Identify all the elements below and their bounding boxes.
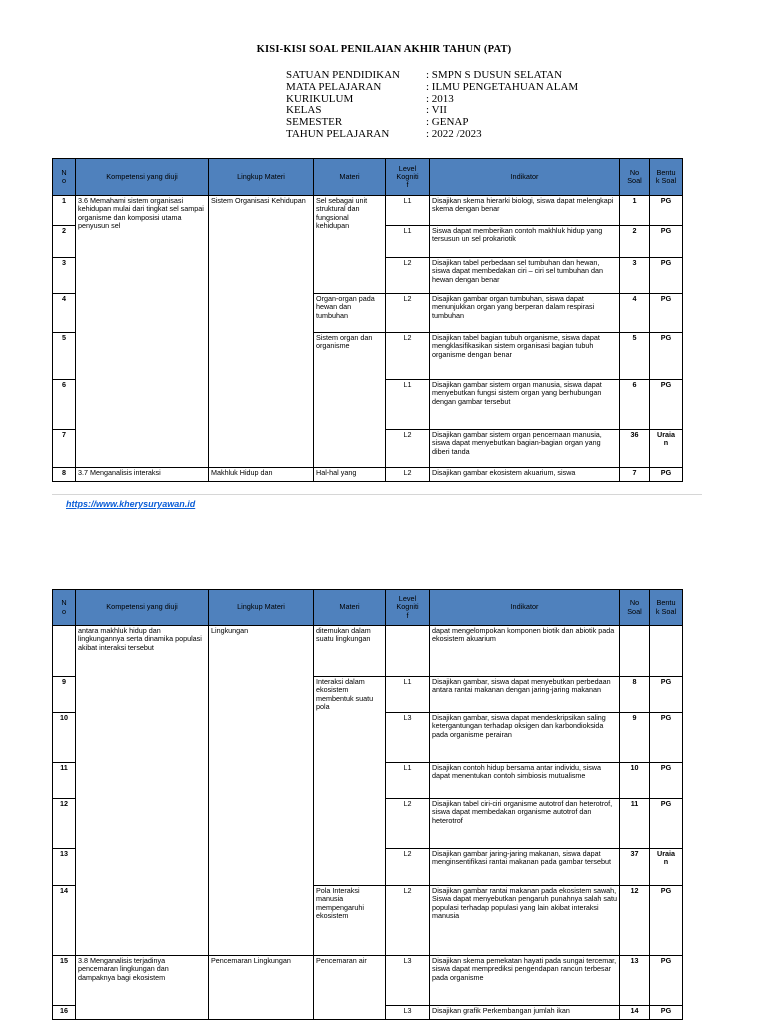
nosoal-cell: 10 [620, 763, 650, 799]
table-header [53, 590, 683, 626]
lingkup-cell: Lingkungan [209, 626, 314, 956]
info-value: : GENAP [426, 116, 469, 129]
header-no: N o [53, 590, 76, 626]
materi-cell: Pola Interaksi manusia mempengaruhi ekosistem [314, 886, 386, 956]
nosoal-cell: 6 [620, 380, 650, 430]
level-cell: L3 [386, 1006, 430, 1020]
header-lingkup: Lingkup Materi [209, 590, 314, 626]
materi-cell: Pencemaran air [314, 956, 386, 1020]
level-cell: L1 [386, 380, 430, 430]
bentuk-cell: PG [650, 799, 683, 849]
indikator-cell: Disajikan gambar ekosistem akuarium, siswa [430, 468, 620, 482]
bentuk-cell: PG [650, 333, 683, 380]
materi-cell: ditemukan dalam suatu lingkungan [314, 626, 386, 677]
row-no: 9 [53, 677, 76, 713]
table-row [53, 468, 683, 482]
nosoal-cell: 12 [620, 886, 650, 956]
bentuk-cell: PG [650, 196, 683, 226]
nosoal-cell: 2 [620, 226, 650, 258]
kompetensi-cell: 3.6 Memahami sistem organisasi kehidupan mulai dari tingkat sel sampai organisme dan komposisi utama penyusun sel [76, 196, 209, 468]
level-cell: L2 [386, 849, 430, 886]
row-no: 4 [53, 294, 76, 333]
level-cell: L2 [386, 468, 430, 482]
materi-cell: Hal-hal yang [314, 468, 386, 482]
nosoal-cell: 5 [620, 333, 650, 380]
row-no: 12 [53, 799, 76, 849]
row-no: 11 [53, 763, 76, 799]
lingkup-cell: Sistem Organisasi Kehidupan [209, 196, 314, 468]
row-no: 14 [53, 886, 76, 956]
row-no: 7 [53, 430, 76, 468]
nosoal-cell [620, 626, 650, 677]
level-cell [386, 626, 430, 677]
indikator-cell: Disajikan contoh hidup bersama antar individu, siswa dapat menentukan contoh simbiosis mutualisme [430, 763, 620, 799]
bentuk-cell: PG [650, 468, 683, 482]
bentuk-cell: PG [650, 886, 683, 956]
bentuk-cell [650, 626, 683, 677]
nosoal-cell: 13 [620, 956, 650, 1006]
header-level: Level Kogniti f [386, 590, 430, 626]
kompetensi-cell: 3.8 Menganalisis terjadinya pencemaran lingkungan dan dampaknya bagi ekosistem [76, 956, 209, 1020]
indikator-cell: Disajikan gambar sistem organ manusia, siswa dapat menyebutkan fungsi sistem organ yang berhubungan dengan gambar tersebut [430, 380, 620, 430]
header-indikator: Indikator [430, 159, 620, 196]
header-no: N o [53, 159, 76, 196]
row-no: 16 [53, 1006, 76, 1020]
level-cell: L2 [386, 333, 430, 380]
header-nosoal: No Soal [620, 590, 650, 626]
school-info [286, 70, 578, 141]
indikator-cell: Disajikan skema pemekatan hayati pada sungai tercemar, siswa dapat memprediksi pengendapan rancun terbesar pada organisme [430, 956, 620, 1006]
info-label: SEMESTER [286, 116, 343, 129]
row-no: 1 [53, 196, 76, 226]
header-lingkup: Lingkup Materi [209, 159, 314, 196]
row-no: 15 [53, 956, 76, 1006]
row-no [53, 626, 76, 677]
document-title: KISI-KISI SOAL PENILAIAN AKHIR TAHUN (PAT) [256, 44, 512, 55]
level-cell: L1 [386, 677, 430, 713]
website-link[interactable]: https://www.kherysuryawan.id [66, 499, 196, 509]
indikator-cell: Disajikan gambar jaring-jaring makanan, siswa dapat menginsentifikasi rantai makanan pada gambar tersebut [430, 849, 620, 886]
bentuk-cell: PG [650, 956, 683, 1006]
level-cell: L1 [386, 226, 430, 258]
row-no: 3 [53, 258, 76, 294]
materi-cell: Organ-organ pada hewan dan tumbuhan [314, 294, 386, 333]
kompetensi-cell: antara makhluk hidup dan lingkungannya serta dinamika populasi akibat interaksi tersebut [76, 626, 209, 956]
header-materi: Materi [314, 159, 386, 196]
info-value: : 2013 [426, 92, 454, 105]
indikator-cell: Disajikan tabel bagian tubuh organisme, siswa dapat mengklasifikasikan sistem organisasi bagian tubuh organisme dengan benar [430, 333, 620, 380]
info-label: TAHUN PELAJARAN [286, 127, 390, 140]
nosoal-cell: 37 [620, 849, 650, 886]
row-no: 8 [53, 468, 76, 482]
info-label: KURIKULUM [286, 92, 354, 105]
header-materi: Materi [314, 590, 386, 626]
bentuk-cell: PG [650, 713, 683, 763]
table-header [53, 159, 683, 196]
kisi-table-2 [52, 589, 683, 1020]
row-no: 5 [53, 333, 76, 380]
info-label: MATA PELAJARAN [286, 80, 382, 93]
level-cell: L1 [386, 763, 430, 799]
info-value: : SMPN S DUSUN SELATAN [426, 69, 563, 81]
indikator-cell: Disajikan grafik Perkembangan jumlah ikan [430, 1006, 620, 1020]
bentuk-cell: PG [650, 380, 683, 430]
lingkup-cell: Makhluk Hidup dan [209, 468, 314, 482]
indikator-cell: Disajikan skema hierarki biologi, siswa dapat melengkapi skema dengan benar [430, 196, 620, 226]
bentuk-cell: PG [650, 1006, 683, 1020]
level-cell: L2 [386, 799, 430, 849]
nosoal-cell: 7 [620, 468, 650, 482]
info-row [286, 82, 578, 94]
indikator-cell: Disajikan tabel perbedaan sel tumbuhan dan hewan, siswa dapat membedakan ciri – ciri sel tumbuhan dan hewan dengan benar [430, 258, 620, 294]
indikator-cell: Disajikan gambar organ tumbuhan, siswa dapat menunjukkan organ yang berperan dalam respirasi tumbuhan [430, 294, 620, 333]
indikator-cell: Disajikan gambar sistem organ pencernaan manusia, siswa dapat menyebutkan bagian-bagian organ yang diberi tanda [430, 430, 620, 468]
nosoal-cell: 36 [620, 430, 650, 468]
level-cell: L3 [386, 713, 430, 763]
row-no: 10 [53, 713, 76, 763]
kompetensi-cell: 3.7 Menganalisis interaksi [76, 468, 209, 482]
indikator-cell: Disajikan gambar rantai makanan pada ekosistem sawah, Siswa dapat menyebutkan pengaruh punahnya salah satu populasi terhadap populasi yang lain akibat interaksi manusia [430, 886, 620, 956]
indikator-cell: Disajikan gambar, siswa dapat mendeskripsikan saling ketergantungan terhadap oksigen dan karbondioksida pada organisme perairan [430, 713, 620, 763]
bentuk-cell: Uraia n [650, 430, 683, 468]
kisi-table-1 [52, 158, 683, 482]
table-row [53, 956, 683, 1006]
header-kompetensi: Kompetensi yang diuji [76, 590, 209, 626]
indikator-cell: Siswa dapat memberikan contoh makhluk hidup yang tersusun un sel prokariotik [430, 226, 620, 258]
level-cell: L3 [386, 956, 430, 1006]
info-row [286, 129, 578, 141]
header-indikator: Indikator [430, 590, 620, 626]
nosoal-cell: 4 [620, 294, 650, 333]
level-cell: L2 [386, 294, 430, 333]
header-nosoal: No Soal [620, 159, 650, 196]
page-divider [52, 494, 702, 495]
bentuk-cell: PG [650, 294, 683, 333]
bentuk-cell: PG [650, 763, 683, 799]
info-label: SATUAN PENDIDIKAN [286, 69, 400, 81]
bentuk-cell: PG [650, 677, 683, 713]
info-label: KELAS [286, 104, 322, 117]
info-value: : 2022 /2023 [426, 127, 482, 140]
nosoal-cell: 11 [620, 799, 650, 849]
header-kompetensi: Kompetensi yang diuji [76, 159, 209, 196]
indikator-cell: dapat mengelompokan komponen biotik dan abiotik pada ekosistem akuarium [430, 626, 620, 677]
info-value: : VII [426, 104, 447, 117]
header-bentuk: Bentu k Soal [650, 159, 683, 196]
nosoal-cell: 14 [620, 1006, 650, 1020]
level-cell: L2 [386, 886, 430, 956]
materi-cell: Sistem organ dan organisme [314, 333, 386, 468]
info-value: : ILMU PENGETAHUAN ALAM [426, 80, 579, 93]
level-cell: L1 [386, 196, 430, 226]
level-cell: L2 [386, 258, 430, 294]
header-level: Level Kogniti f [386, 159, 430, 196]
nosoal-cell: 1 [620, 196, 650, 226]
nosoal-cell: 3 [620, 258, 650, 294]
row-no: 6 [53, 380, 76, 430]
table-row [53, 196, 683, 226]
level-cell: L2 [386, 430, 430, 468]
header-bentuk: Bentu k Soal [650, 590, 683, 626]
indikator-cell: Disajikan tabel ciri-ciri organisme autotrof dan heterotrof, siswa dapat membedakan organisme autotrof dan heterotrof [430, 799, 620, 849]
lingkup-cell: Pencemaran Lingkungan [209, 956, 314, 1020]
bentuk-cell: PG [650, 258, 683, 294]
materi-cell: Sel sebagai unit struktural dan fungsional kehidupan [314, 196, 386, 294]
nosoal-cell: 8 [620, 677, 650, 713]
row-no: 2 [53, 226, 76, 258]
bentuk-cell: PG [650, 226, 683, 258]
row-no: 13 [53, 849, 76, 886]
materi-cell: Interaksi dalam ekosistem membentuk suatu pola [314, 677, 386, 886]
bentuk-cell: Uraia n [650, 849, 683, 886]
indikator-cell: Disajikan gambar, siswa dapat menyebutkan perbedaan antara rantai makanan dengan jaring-jaring makanan [430, 677, 620, 713]
table-row [53, 626, 683, 677]
nosoal-cell: 9 [620, 713, 650, 763]
